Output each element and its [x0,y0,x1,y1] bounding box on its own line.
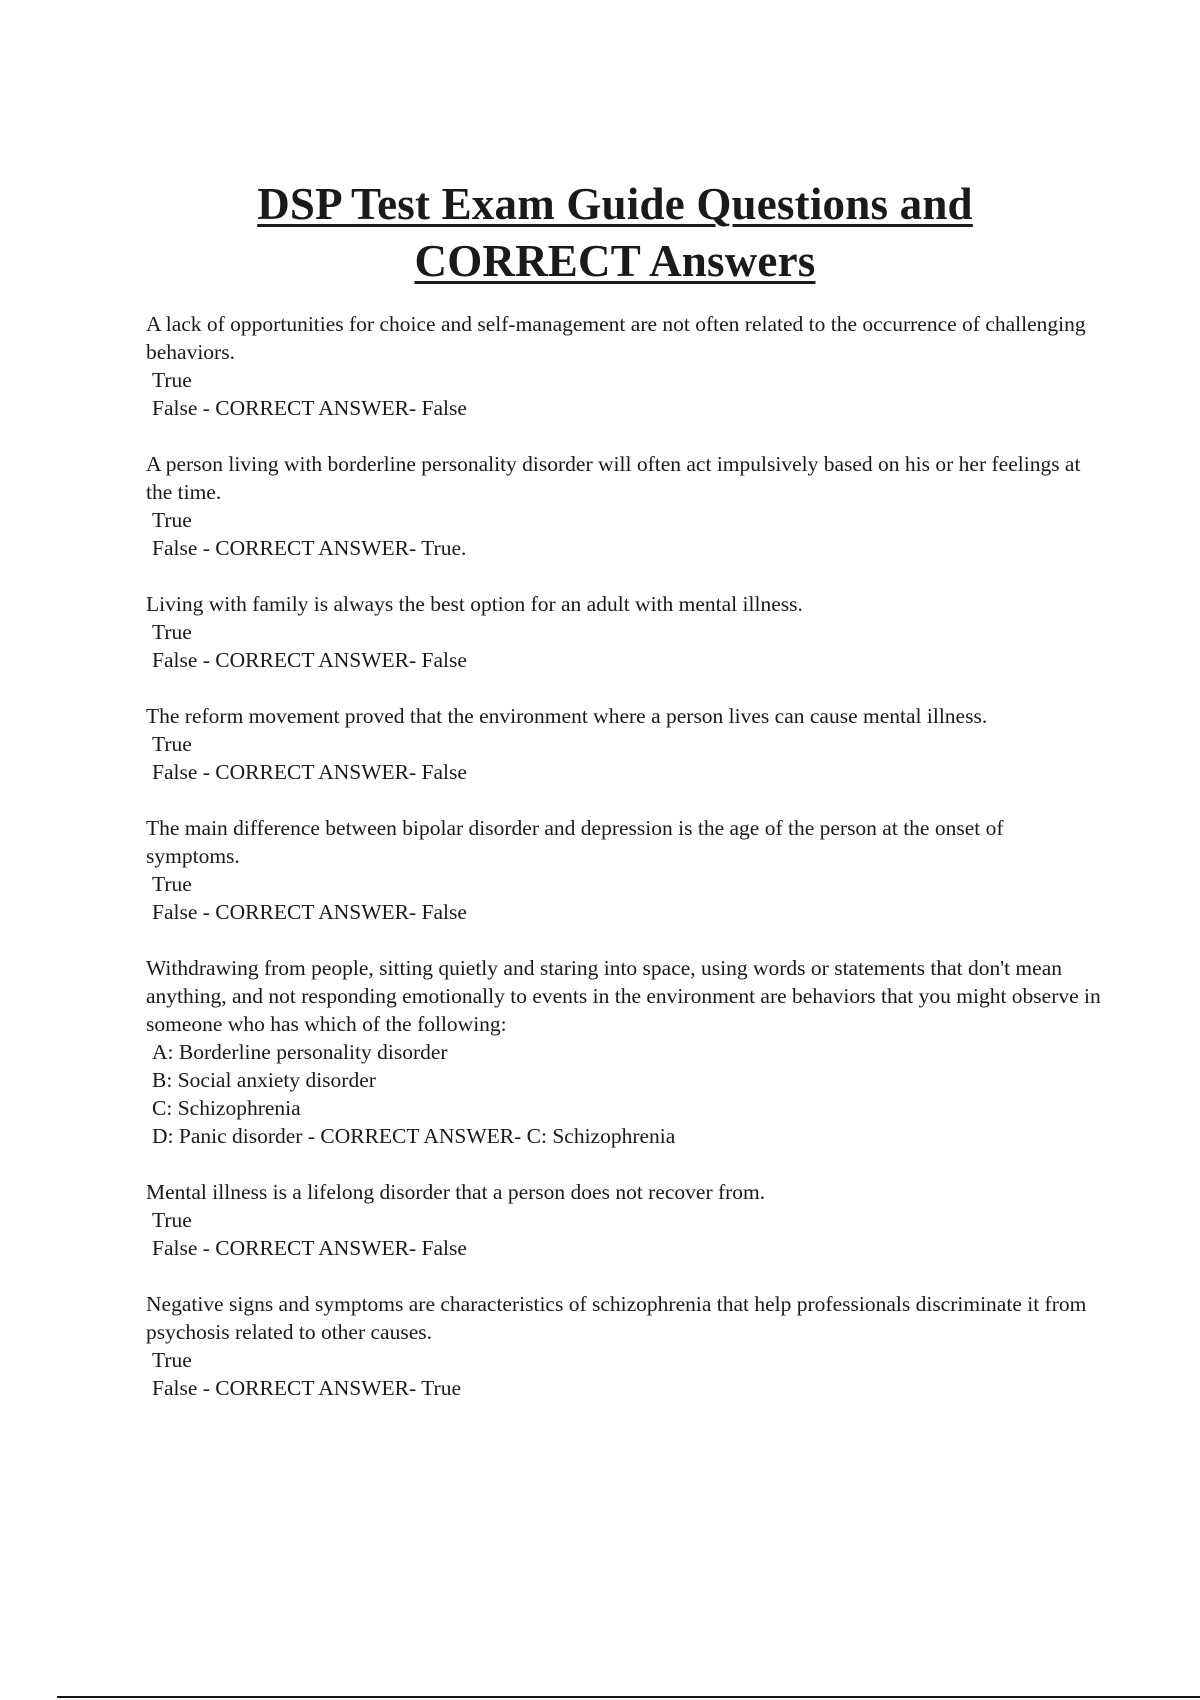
answer-option: False - CORRECT ANSWER- False [152,760,467,784]
question-text: Living with family is always the best option for an adult with mental illness. [146,592,803,616]
question-text: Withdrawing from people, sitting quietly and staring into space, using words or statements that don't mean anything, and not responding emotionally to events in the environment are behaviors that you might observe in someone who has which of the following: [146,956,1101,1036]
answer-option: False - CORRECT ANSWER- False [152,396,467,420]
question-text: The main difference between bipolar disorder and depression is the age of the person at the onset of symptoms. [146,816,1004,868]
question-item [146,814,1101,926]
answer-option: False - CORRECT ANSWER- True [152,1376,461,1400]
answer-option: True [152,872,192,896]
bottom-divider [57,1696,1200,1698]
title-line-1: DSP Test Exam Guide Questions and [257,179,973,230]
answer-option: True [152,732,192,756]
answer-option: False - CORRECT ANSWER- False [152,900,467,924]
question-item [146,702,1101,786]
answer-option: D: Panic disorder - CORRECT ANSWER- C: Schizophrenia [152,1124,676,1148]
question-text: A lack of opportunities for choice and self-management are not often related to the occurrence of challenging behaviors. [146,312,1086,364]
answer-option: False - CORRECT ANSWER- False [152,648,467,672]
question-item [146,310,1101,422]
document-title [0,176,1200,290]
title-line-2: CORRECT Answers [414,236,816,287]
answer-option: True [152,1208,192,1232]
answer-option: B: Social anxiety disorder [152,1068,376,1092]
answer-option: True [152,1348,192,1372]
answer-option: C: Schizophrenia [152,1096,301,1120]
answer-option: True [152,620,192,644]
answer-option: True [152,508,192,532]
question-text: A person living with borderline personality disorder will often act impulsively based on his or her feelings at the time. [146,452,1081,504]
question-item [146,1290,1101,1402]
question-item [146,450,1101,562]
answer-option: A: Borderline personality disorder [152,1040,448,1064]
question-list [146,310,1101,1430]
answer-option: False - CORRECT ANSWER- False [152,1236,467,1260]
question-item [146,590,1101,674]
answer-option: False - CORRECT ANSWER- True. [152,536,467,560]
question-item [146,1178,1101,1262]
question-item [146,954,1101,1150]
question-text: The reform movement proved that the environment where a person lives can cause mental illness. [146,704,988,728]
answer-option: True [152,368,192,392]
question-text: Mental illness is a lifelong disorder that a person does not recover from. [146,1180,766,1204]
question-text: Negative signs and symptoms are characteristics of schizophrenia that help professionals discriminate it from psychosis related to other causes. [146,1292,1087,1344]
